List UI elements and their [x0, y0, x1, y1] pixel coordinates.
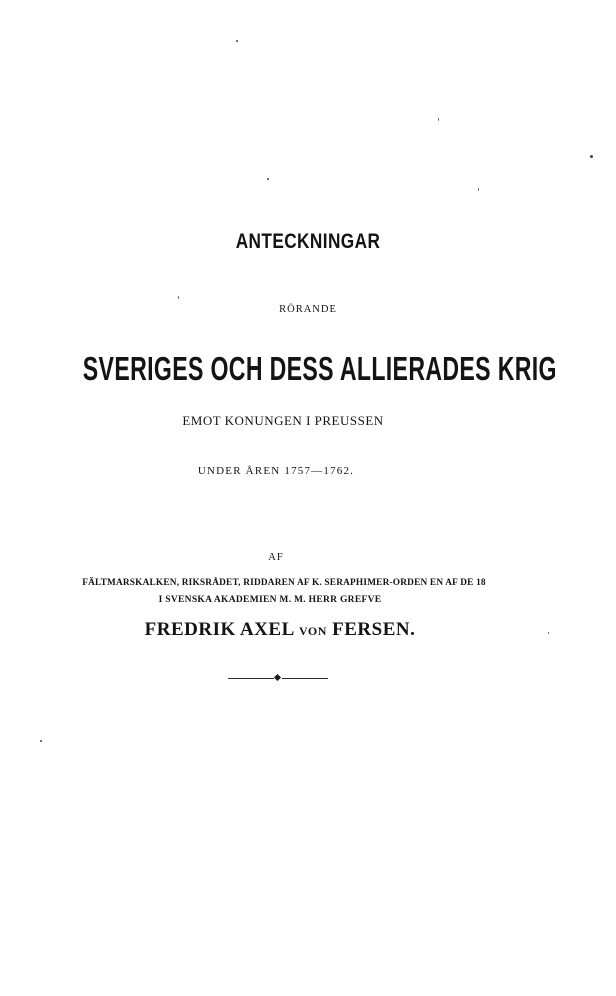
scan-speck: [267, 178, 269, 180]
scan-speck: [178, 296, 179, 299]
main-title: ANTECKNINGAR: [235, 230, 381, 253]
author-name-von: VON: [298, 624, 327, 638]
by-line: AF: [268, 552, 284, 563]
author-name-part1: FREDRIK AXEL: [144, 619, 294, 640]
scan-speck: [548, 632, 549, 634]
scan-speck: [236, 40, 238, 42]
ornament-diamond-icon: [274, 674, 281, 681]
ornament-rule-right: [282, 678, 328, 679]
author-titles-line-2: I SVENSKA AKADEMIEN M. M. HERR GREFVE: [158, 595, 382, 605]
years-line: UNDER ÅREN 1757—1762.: [197, 465, 355, 477]
scan-speck: [478, 188, 479, 191]
scan-speck: [590, 155, 593, 158]
author-name-part2: FERSEN.: [332, 619, 416, 640]
author-name: [0, 619, 560, 641]
ornamental-rule: [228, 675, 328, 683]
against-line: EMOT KONUNGEN I PREUSSEN: [182, 413, 384, 428]
war-title: SVERIGES OCH DESS ALLIERADES KRIG: [82, 350, 557, 387]
scan-speck: [40, 740, 42, 742]
author-titles-line-1: FÄLTMARSKALKEN, RIKSRÅDET, RIDDAREN AF K. SERAPHIMER-ORDEN EN AF DE 18: [82, 578, 486, 588]
ornament-rule-left: [228, 678, 274, 679]
subtitle: RÖRANDE: [279, 304, 337, 315]
scan-speck: [438, 118, 439, 121]
